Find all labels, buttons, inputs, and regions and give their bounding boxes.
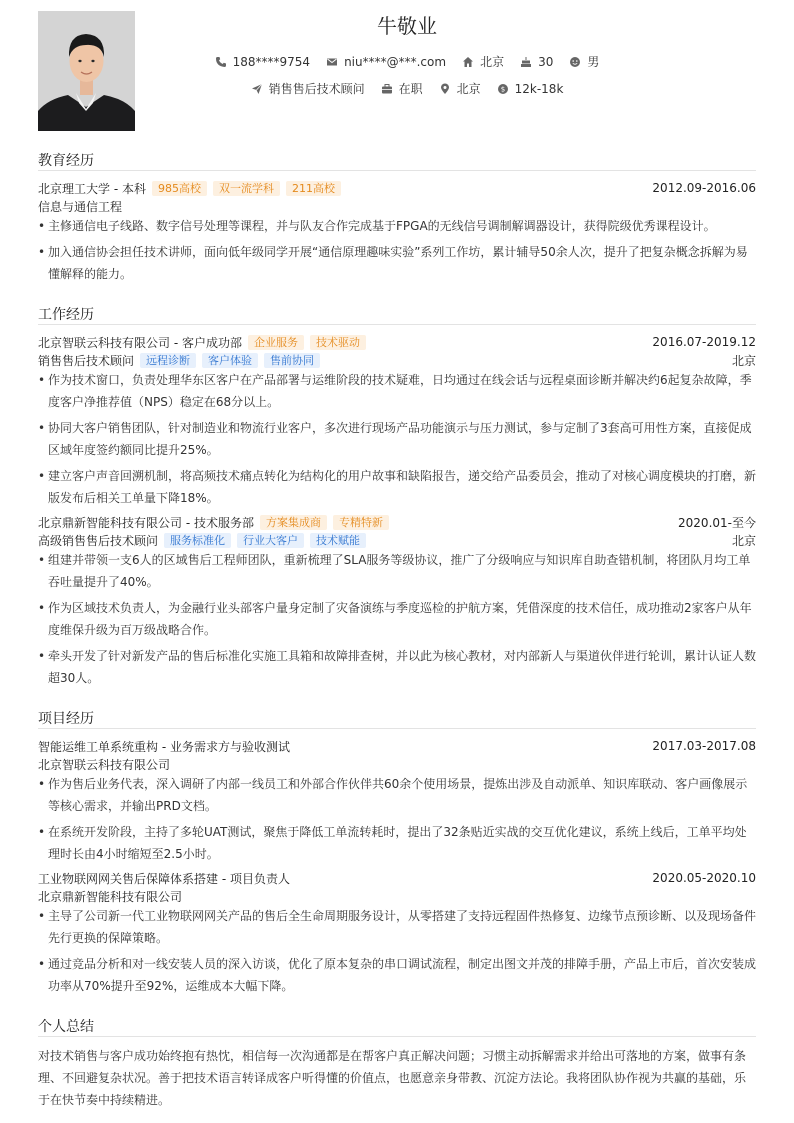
project-bullet: • 主导了公司新一代工业物联网网关产品的售后全生命周期服务设计，从零搭建了支持远程固件热修复、边缘节点预诊断、以及现场备件先行更换的保障策略。	[38, 905, 756, 949]
send-icon	[251, 83, 263, 95]
job-intent-row	[188, 80, 626, 97]
project-title: 工业物联网网关售后保障体系搭建 - 项目负责人	[38, 871, 290, 886]
education-bullet: • 主修通信电子线路、数字信号处理等课程，并与队友合作完成基于FPGA的无线信号调制解调器设计，获得院级优秀课程设计。	[38, 215, 756, 237]
gender-item	[569, 53, 599, 70]
svg-text:$: $	[500, 85, 505, 94]
major: 信息与通信工程	[38, 199, 123, 214]
education-section-title: 教育经历	[38, 153, 94, 169]
project-date: 2020.05-2020.10	[652, 871, 756, 885]
project-section-title: 项目经历	[38, 711, 94, 727]
age-item	[520, 55, 553, 69]
project-company-row	[38, 756, 756, 772]
summary-text: 对技术销售与客户成功始终抱有热忱，相信每一次沟通都是在帮客户真正解决问题；习惯主动拆解需求并给出可落地的方案，做事有条理、不回避复杂状况。善于把技术语言转译成客户听得懂的价值点，也愿意亲身带教、沉淀方法论。我将团队协作视为共赢的基础，乐于在快节奏中持续精进。	[38, 1049, 747, 1107]
city: 北京	[480, 55, 505, 69]
project-bullet: • 在系统开发阶段，主持了多轮UAT测试，聚焦于降低工单流转耗时，提出了32条贴近实战的交互优化建议，系统上线后，工单平均处理时长由4小时缩短至2.5小时。	[38, 821, 756, 865]
smile-icon	[569, 56, 581, 68]
salary: 12k-18k	[514, 81, 564, 96]
section-divider	[38, 728, 756, 729]
cake-icon	[520, 56, 532, 68]
job-target-item	[251, 80, 365, 97]
work-bullet: • 协同大客户销售团队，针对制造业和物流行业客户，多次进行现场产品功能演示与压力测试，参与定制了3套高可用性方案，直接促成区域年度签约额同比提升25%。	[38, 417, 756, 461]
project-bullet: • 通过竞品分析和对一线安装人员的深入访谈，优化了原本复杂的串口调试流程，制定出图文并茂的排障手册，产品上市后，首次安装成功率从70%提升至92%，运维成本大幅下降。	[38, 953, 756, 997]
role-tag: 客户体验	[202, 353, 258, 368]
gender: 男	[587, 55, 600, 69]
work-company-header	[38, 334, 756, 350]
location-pin-icon	[439, 83, 451, 95]
email-item	[326, 55, 446, 69]
school-tag: 211高校	[286, 181, 341, 196]
project-header	[38, 738, 756, 754]
project-company: 北京鼎新智能科技有限公司	[38, 889, 183, 904]
profile-photo	[38, 11, 135, 131]
project-title: 智能运维工单系统重构 - 业务需求方与验收测试	[38, 739, 290, 754]
candidate-name: 牛敬业	[377, 14, 437, 38]
school-tag: 985高校	[152, 181, 207, 196]
company-tag: 企业服务	[248, 335, 304, 350]
money-icon	[497, 83, 509, 95]
work-date: 2020.01-至今	[678, 515, 756, 530]
section-divider	[38, 170, 756, 171]
work-location: 北京	[731, 533, 756, 548]
role-tag: 技术赋能	[310, 533, 366, 548]
summary-section-title: 个人总结	[38, 1019, 94, 1035]
job-target: 销售售后技术顾问	[268, 82, 365, 96]
contact-info-row	[188, 53, 626, 70]
employment-status: 在职	[398, 82, 423, 96]
school-tag: 双一流学科	[213, 181, 280, 196]
work-bullet: • 作为技术窗口，负责处理华东区客户在产品部署与运维阶段的技术疑难，日均通过在线会话与远程桌面诊断并解决约6起复杂故障，季度客户净推荐值（NPS）稳定在68分以上。	[38, 369, 756, 413]
role-tag: 远程诊断	[140, 353, 196, 368]
age: 30	[538, 54, 554, 69]
project-date: 2017.03-2017.08	[652, 739, 756, 753]
work-bullet: • 作为区域技术负责人，为金融行业头部客户量身定制了灾备演练与季度巡检的护航方案，凭借深度的技术信任，成功推动2家客户从年度维保升级为百万级战略合作。	[38, 597, 756, 641]
project-company-row	[38, 888, 756, 904]
city-item	[462, 53, 504, 70]
work-company-header	[38, 514, 756, 530]
phone-icon	[215, 56, 227, 68]
work-role-row	[38, 352, 756, 368]
role-tag: 行业大客户	[237, 533, 304, 548]
company-tag: 技术驱动	[310, 335, 366, 350]
work-section-title: 工作经历	[38, 307, 94, 323]
work-bullet: • 建立客户声音回溯机制，将高频技术痛点转化为结构化的用户故事和缺陷报告，递交给产品委员会，推动了对核心调度模块的打磨，新版发布后相关工单量下降18%。	[38, 465, 756, 509]
job-role: 销售售后技术顾问	[38, 353, 135, 368]
company-tag: 方案集成商	[260, 515, 327, 530]
briefcase-icon	[381, 83, 393, 95]
work-role-row	[38, 532, 756, 548]
target-city-item	[439, 80, 481, 97]
education-header	[38, 180, 756, 196]
phone-number: 188****9754	[232, 54, 311, 69]
section-divider	[38, 1036, 756, 1037]
mail-icon	[326, 56, 338, 68]
work-location: 北京	[731, 353, 756, 368]
major-row	[38, 198, 756, 214]
education-bullet: • 加入通信协会担任技术讲师，面向低年级同学开展“通信原理趣味实验”系列工作坊，累计辅导50余人次，提升了把复杂概念拆解为易懂解释的能力。	[38, 241, 756, 285]
work-bullet: • 牵头开发了针对新发产品的售后标准化实施工具箱和故障排查树，并以此为核心教材，对内部新人与渠道伙伴进行轮训，累计认证人数超30人。	[38, 645, 756, 689]
phone-item	[215, 55, 310, 69]
company-name: 北京智联云科技有限公司 - 客户成功部	[38, 335, 242, 350]
company-tag: 专精特新	[333, 515, 389, 530]
target-city: 北京	[456, 82, 481, 96]
company-name: 北京鼎新智能科技有限公司 - 技术服务部	[38, 515, 254, 530]
education-date: 2012.09-2016.06	[652, 181, 756, 195]
email-address: niu****@***.com	[344, 54, 447, 69]
project-company: 北京智联云科技有限公司	[38, 757, 171, 772]
resume-page	[38, 0, 756, 1123]
section-divider	[38, 324, 756, 325]
role-tag: 服务标准化	[164, 533, 231, 548]
school-name: 北京理工大学 - 本科	[38, 181, 146, 196]
work-date: 2016.07-2019.12	[652, 335, 756, 349]
project-header	[38, 870, 756, 886]
project-bullet: • 作为售后业务代表，深入调研了内部一线员工和外部合作伙伴共60余个使用场景，提炼出涉及自动派单、知识库联动、客户画像展示等核心需求，并输出PRD文档。	[38, 773, 756, 817]
salary-item	[497, 82, 564, 96]
work-bullet: • 组建并带领一支6人的区域售后工程师团队，重新梳理了SLA服务等级协议，推广了分级响应与知识库自助查错机制，将团队月均工单吞吐量提升了40%。	[38, 549, 756, 593]
role-tag: 售前协同	[264, 353, 320, 368]
status-item	[381, 80, 423, 97]
job-role: 高级销售售后技术顾问	[38, 533, 159, 548]
home-icon	[462, 56, 474, 68]
